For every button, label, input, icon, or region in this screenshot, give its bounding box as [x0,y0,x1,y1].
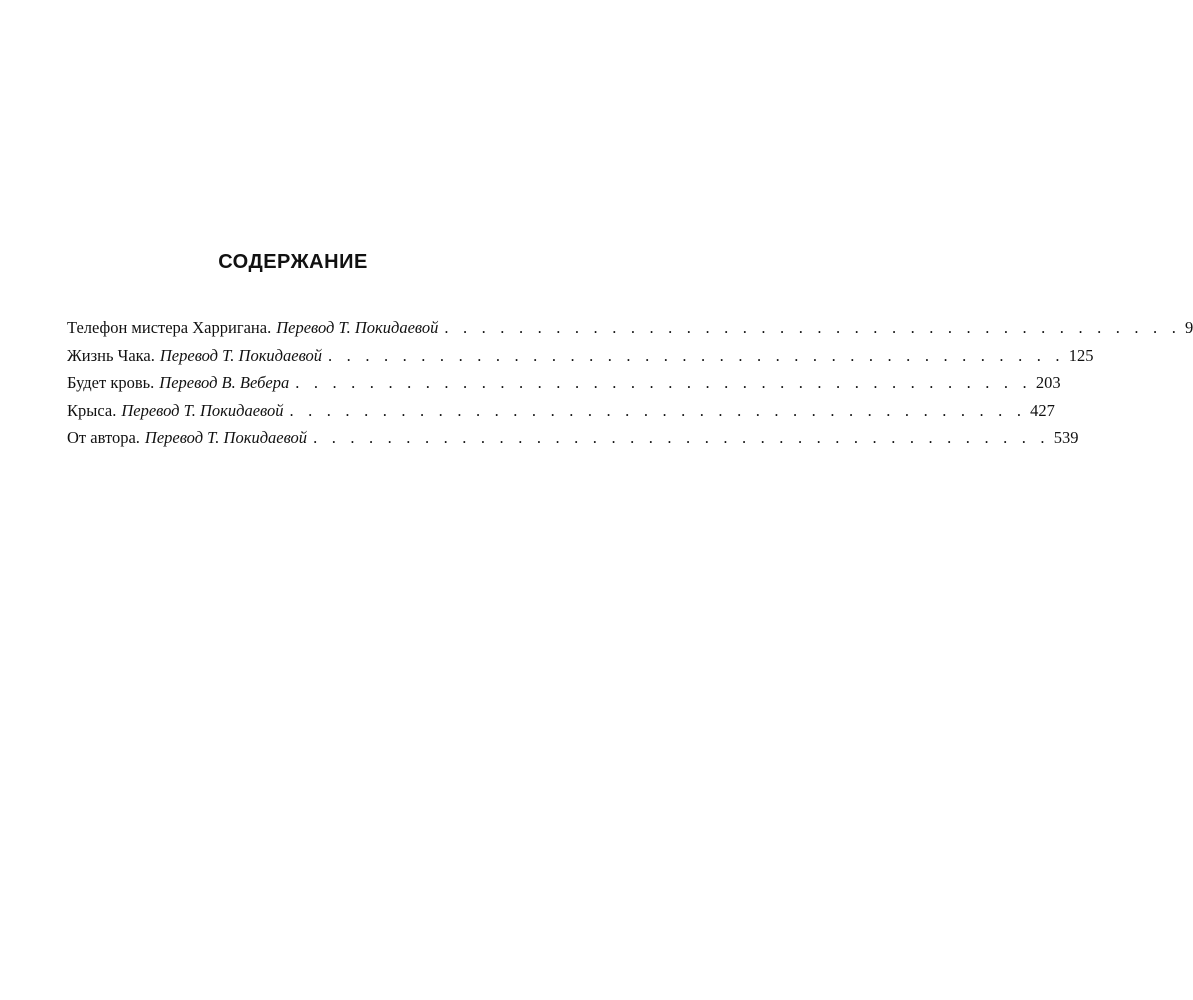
toc-entry-page: 427 [1030,400,1055,420]
dot-leader: . . . . . . . . . . . . . . . . . . . . . . . . . . . . . . . . . . . . . . . . [295,373,1032,392]
toc-entry-page: 125 [1068,345,1094,365]
toc-entry [67,314,1193,342]
toc-entry-title: Будет кровь. [67,373,155,392]
dot-leader: . . . . . . . . . . . . . . . . . . . . . . . . . . . . . . . . . . . . . . . . [444,318,1182,337]
dot-leader: . . . . . . . . . . . . . . . . . . . . . . . . . . . . . . . . . . . . . . . . [313,428,1050,447]
toc-entry-title: От автора. [67,428,140,447]
toc-entry [67,397,1055,425]
toc-entry [67,369,1061,397]
toc-entry-translator: Перевод Т. Покидаевой [121,400,284,420]
page-title: СОДЕРЖАНИЕ [218,251,368,273]
toc-entry-page: 203 [1035,373,1061,392]
toc-entry-title: Жизнь Чака. [67,345,155,365]
toc-entry-translator: Перевод Т. Покидаевой [276,318,439,337]
table-of-contents [67,314,1193,452]
toc-entry-title: Телефон мистера Харригана. [67,318,272,337]
toc-entry-translator: Перевод Т. Покидаевой [159,345,323,365]
dot-leader: . . . . . . . . . . . . . . . . . . . . . . . . . . . . . . . . . . . . . . . . [289,400,1027,420]
toc-entry-title: Крыса. [67,400,117,420]
toc-entry-page: 9 [1185,318,1193,337]
dot-leader: . . . . . . . . . . . . . . . . . . . . . . . . . . . . . . . . . . . . . . . . [328,345,1065,365]
toc-entry [67,342,1094,370]
toc-entry-translator: Перевод Т. Покидаевой [144,428,308,447]
toc-entry-translator: Перевод В. Вебера [159,373,290,392]
toc-entry [67,424,1079,452]
toc-entry-page: 539 [1053,428,1079,447]
